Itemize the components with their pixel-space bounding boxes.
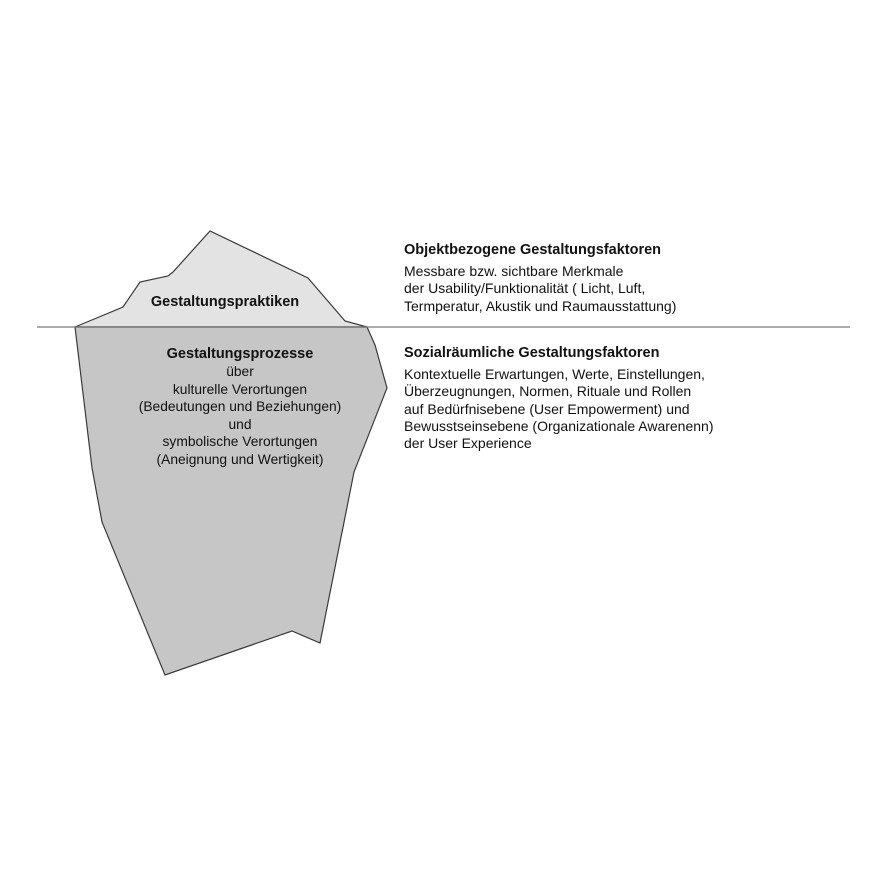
body-line: (Bedeutungen und Beziehungen) [138, 399, 342, 414]
social-factors-line: Kontextuelle Erwartungen, Werte, Einstellungen, [404, 366, 705, 382]
body-title: Gestaltungsprozesse [166, 346, 314, 362]
object-factors-title: Objektbezogene Gestaltungsfaktoren [404, 242, 662, 258]
body-line: symbolische Verortungen [162, 434, 318, 449]
object-factors-line: der Usability/Funktionalität ( Licht, Luft, [404, 280, 646, 297]
social-factors-line: der User Experience [404, 435, 532, 452]
body-line: und [228, 416, 252, 432]
tip-label: Gestaltungspraktiken [150, 294, 300, 310]
object-factors-block [404, 241, 676, 315]
social-factors-line: Bewusstseinsebene (Organizationale Awarenenn) [404, 417, 714, 434]
body-text-block [102, 345, 378, 468]
social-factors-line: Überzeugnungen, Normen, Rituale und Rollen [404, 383, 692, 400]
iceberg-tip [75, 231, 367, 327]
body-line: kulturelle Verortungen [172, 381, 308, 397]
object-factors-line: Messbare bzw. sichtbare Merkmale [404, 263, 624, 279]
social-factors-block [404, 344, 714, 452]
social-factors-title: Sozialräumliche Gestaltungsfaktoren [404, 345, 660, 361]
body-line: über [226, 364, 254, 379]
social-factors-line: auf Bedürfnisebene (User Empowerment) und [404, 400, 690, 417]
body-line: (Aneignung und Wertigkeit) [156, 451, 324, 467]
object-factors-line: Termperatur, Akustik und Raumausstattung) [404, 297, 677, 314]
